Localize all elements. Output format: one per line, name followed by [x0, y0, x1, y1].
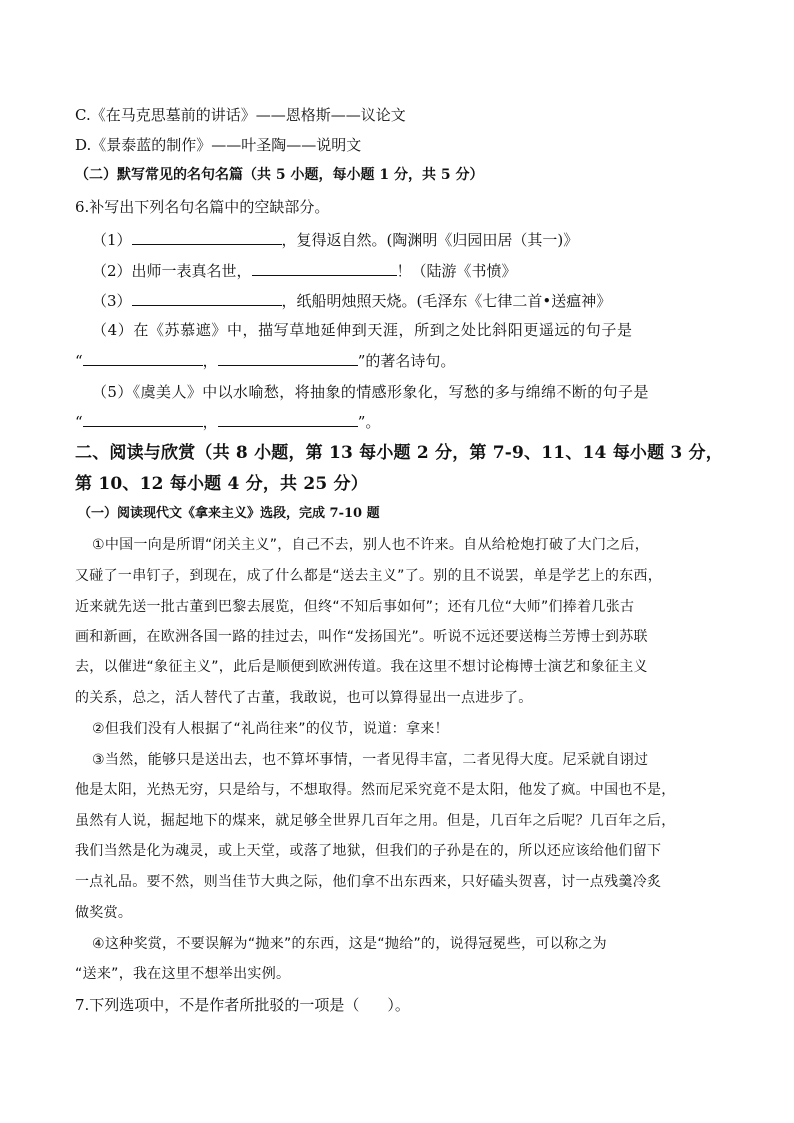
- passage-line: ①中国一向是所谓“闭关主义”，自己不去，别人也不许来。自从给枪炮打破了大门之后，: [92, 537, 650, 553]
- passage-line: 我们当然是化为魂灵，或上天堂，或落了地狱，但我们的子孙是在的，所以还应该给他们留下: [75, 843, 662, 859]
- part2-heading: （二）默写常见的名句名篇（共 5 小题，每小题 1 分，共 5 分）: [75, 167, 484, 183]
- comma: ，: [202, 413, 218, 431]
- passage-line: 他是太阳，光热无穷，只是给与，不想取得。然而尼采究竟不是太阳，他发了疯。中国也不是，: [75, 782, 676, 798]
- passage-line: 又碰了一串钉子，到现在，成了什么都是“送去主义”了。别的且不说罢，单是学艺上的东西，: [75, 568, 663, 584]
- q6-item5-tail: ”。: [357, 413, 381, 431]
- option-c: C.《在马克思墓前的讲话》——恩格斯——议论文: [75, 106, 406, 124]
- answer-blank[interactable]: [132, 289, 282, 306]
- passage-line: 一点礼品。要不然，则当佳节大典之际，他们拿不出东西来，只好磕头贺喜，讨一点残羹冷炙: [75, 874, 662, 890]
- passage-line: 近来就先送一批古董到巴黎去展览，但终“不知后事如何”；还有几位“大师”们捧着几张古: [75, 599, 635, 615]
- q6-item1: [92, 228, 742, 251]
- answer-blank[interactable]: [218, 410, 358, 427]
- q6-item4-line1: （4）在《苏慕遮》中，描写草地延伸到天涯，所到之处比斜阳更遥远的句子是: [92, 321, 633, 339]
- q7-end: ）。: [387, 996, 410, 1014]
- passage-line: ③当然，能够只是送出去，也不算坏事情，一者见得丰富，二者见得大度。尼采就自诩过: [92, 752, 649, 768]
- passage-line: 做奖赏。: [75, 905, 133, 921]
- q6-item2-tail: ！（陆游《书愤》: [396, 262, 517, 280]
- q6-item2-text: （2）出师一表真名世，: [92, 262, 252, 280]
- option-d: D.《景泰蓝的制作》——叶圣陶——说明文: [75, 136, 362, 154]
- answer-blank[interactable]: [83, 410, 203, 427]
- answer-blank[interactable]: [83, 349, 203, 366]
- passage-line: 虽然有人说，掘起地下的煤来，就足够全世界几百年之用。但是，几百年之后呢？几百年之后，: [75, 813, 676, 829]
- q6-item4-line2: [75, 349, 725, 372]
- open-quote: “: [75, 352, 83, 370]
- comma: ，: [202, 352, 218, 370]
- passage-line: ④这种奖赏，不要误解为“抛来”的东西，这是“抛给”的，说得冠冕些，可以称之为: [92, 936, 607, 952]
- q6-item3-label: （3）: [92, 292, 132, 310]
- q6-item3-text: ，纸船明烛照天烧。(毛泽东《七律二首•送瘟神》: [281, 292, 612, 310]
- q6-stem: 6.补写出下列名句名篇中的空缺部分。: [75, 198, 330, 216]
- answer-blank[interactable]: [252, 259, 397, 276]
- q7-stem: [75, 994, 725, 1016]
- open-quote: “: [75, 413, 83, 431]
- q6-item3: [92, 289, 742, 312]
- passage-line: 画和新画，在欧洲各国一路的挂过去，叫作“发扬国光”。听说不远还要送梅兰芳博士到苏联: [75, 629, 648, 645]
- answer-blank[interactable]: [218, 349, 358, 366]
- q7-text: 7.下列选项中，不是作者所批驳的一项是（: [75, 996, 360, 1014]
- q6-item4-tail: ”的著名诗句。: [357, 352, 456, 370]
- passage-line: 去，以催进“象征主义”，此后是顺便到欧洲传道。我在这里不想讨论梅博士演艺和象征主义: [75, 659, 648, 675]
- passage-line: “送来”，我在这里不想举出实例。: [75, 966, 291, 982]
- reading1-heading: （一）阅读现代文《拿来主义》选段，完成 7-10 题: [78, 506, 380, 521]
- passage-line: ②但我们没有人根据了“礼尚往来”的仪节，说道：拿来！: [92, 721, 449, 737]
- section2-heading-line2: 第 10、12 每小题 4 分，共 25 分）: [75, 474, 368, 494]
- section2-heading-line1: 二、阅读与欣赏（共 8 小题，第 13 每小题 2 分，第 7-9、11、14 每小题 3 分，: [75, 443, 723, 463]
- passage-line: 的关系，总之，活人替代了古董，我敢说，也可以算得显出一点进步了。: [75, 690, 533, 706]
- q6-item1-label: （1）: [92, 231, 132, 249]
- q6-item5-line2: [75, 410, 725, 433]
- answer-blank[interactable]: [132, 228, 282, 245]
- q6-item1-text: ，复得返自然。(陶渊明《归园田居（其一)》: [281, 231, 579, 249]
- q6-item2: [92, 259, 742, 282]
- q6-item5-line1: （5）《虞美人》中以水喻愁，将抽象的情感形象化，写愁的多与绵绵不断的句子是: [92, 383, 649, 401]
